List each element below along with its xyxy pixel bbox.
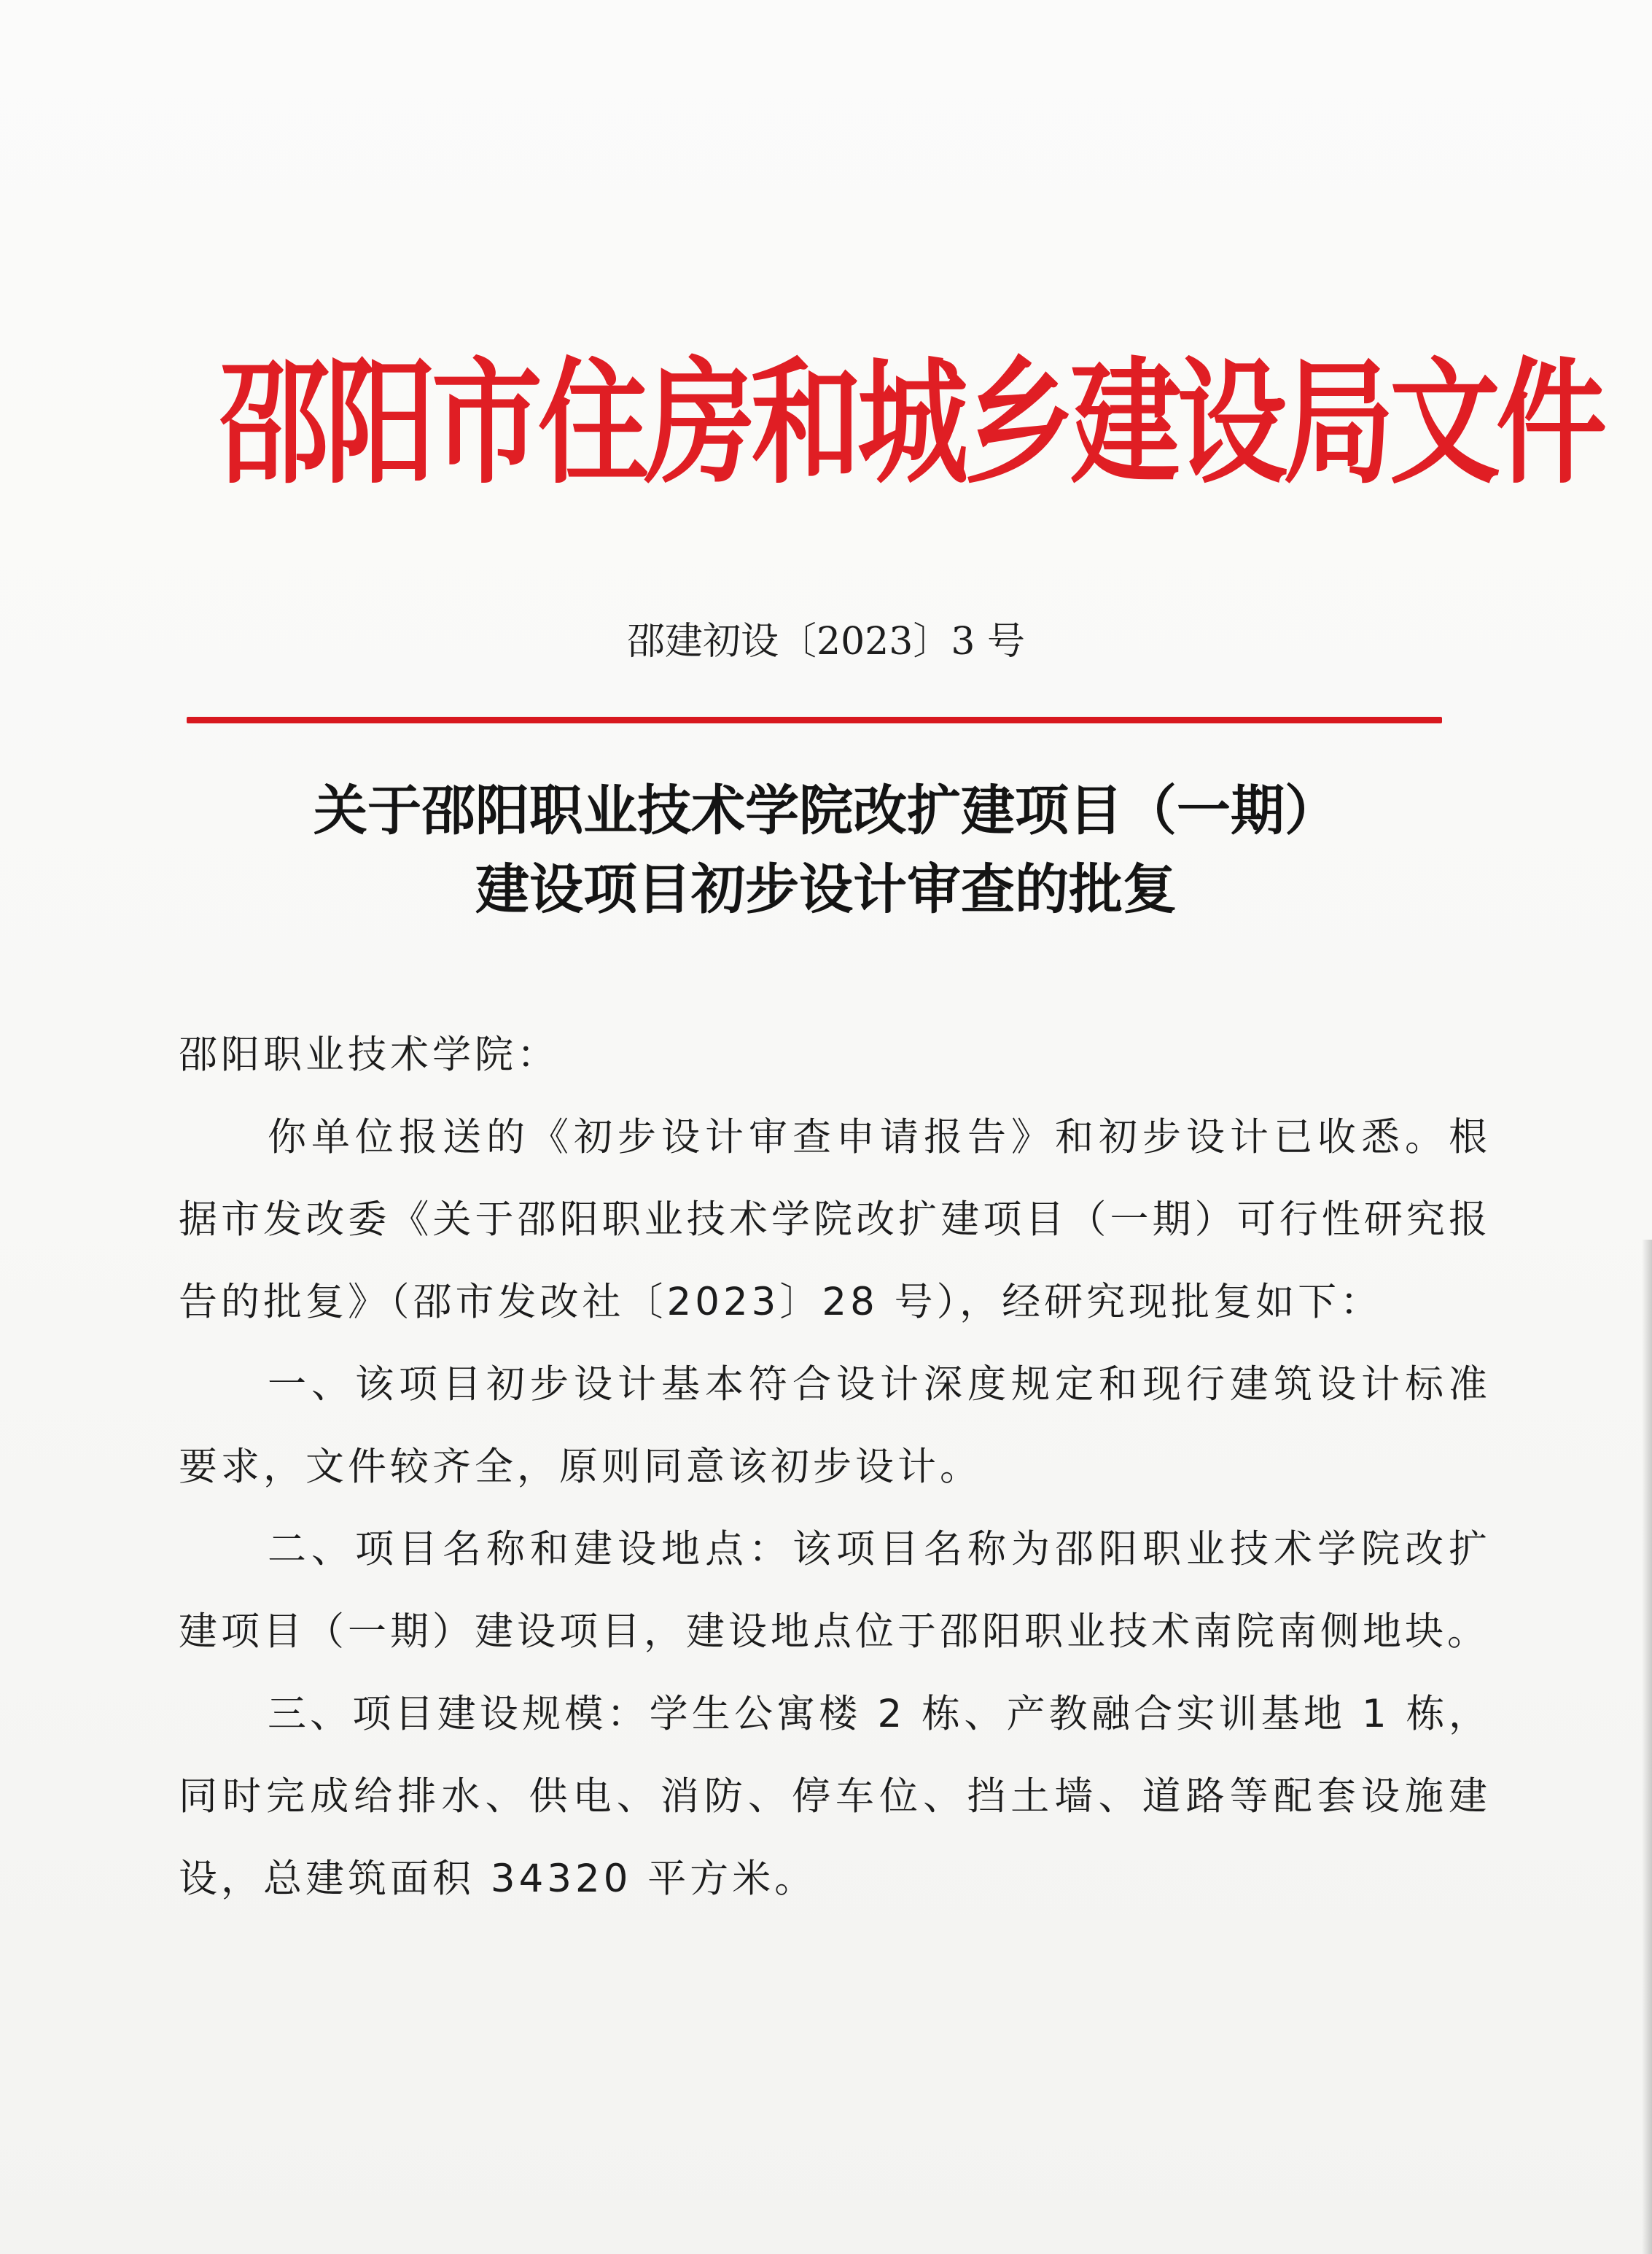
document-body [179,1014,1491,1920]
document-title-line-2: 建设项目初步设计审查的批复 [475,858,1177,921]
scan-shadow-edge [1642,1240,1652,2254]
document-title-line-1: 关于邵阳职业技术学院改扩建项目（一期） [313,780,1339,842]
paragraph-item-2: 二、项目名称和建设地点：该项目名称为邵阳职业技术学院改扩建项目（一期）建设项目，建设地点位于邵阳职业技术南院南侧地块。 [179,1527,1491,1654]
paragraph-intro: 你单位报送的《初步设计审查申请报告》和初步设计已收悉。根据市发改委《关于邵阳职业技术学院改扩建项目（一期）可行性研究报告的批复》（邵市发改社〔2023〕28 号），经研究现批复如下： [179,1115,1491,1324]
document-number: 邵建初设〔2023〕3 号 [627,620,1025,664]
paragraph-item-3: 三、项目建设规模：学生公寓楼 2 栋、产教融合实训基地 1 栋，同时完成给排水、供电、消防、停车位、挡土墙、道路等配套设施建设，总建筑面积 34320 平方米。 [179,1692,1491,1901]
paragraph-item-1: 一、该项目初步设计基本符合设计深度规定和现行建筑设计标准要求，文件较齐全，原则同意该初步设计。 [179,1362,1491,1489]
agency-header-title: 邵阳市住房和城乡建设局文件 [219,343,1602,502]
red-separator-line [187,717,1442,723]
salutation: 邵阳职业技术学院： [179,1033,559,1077]
